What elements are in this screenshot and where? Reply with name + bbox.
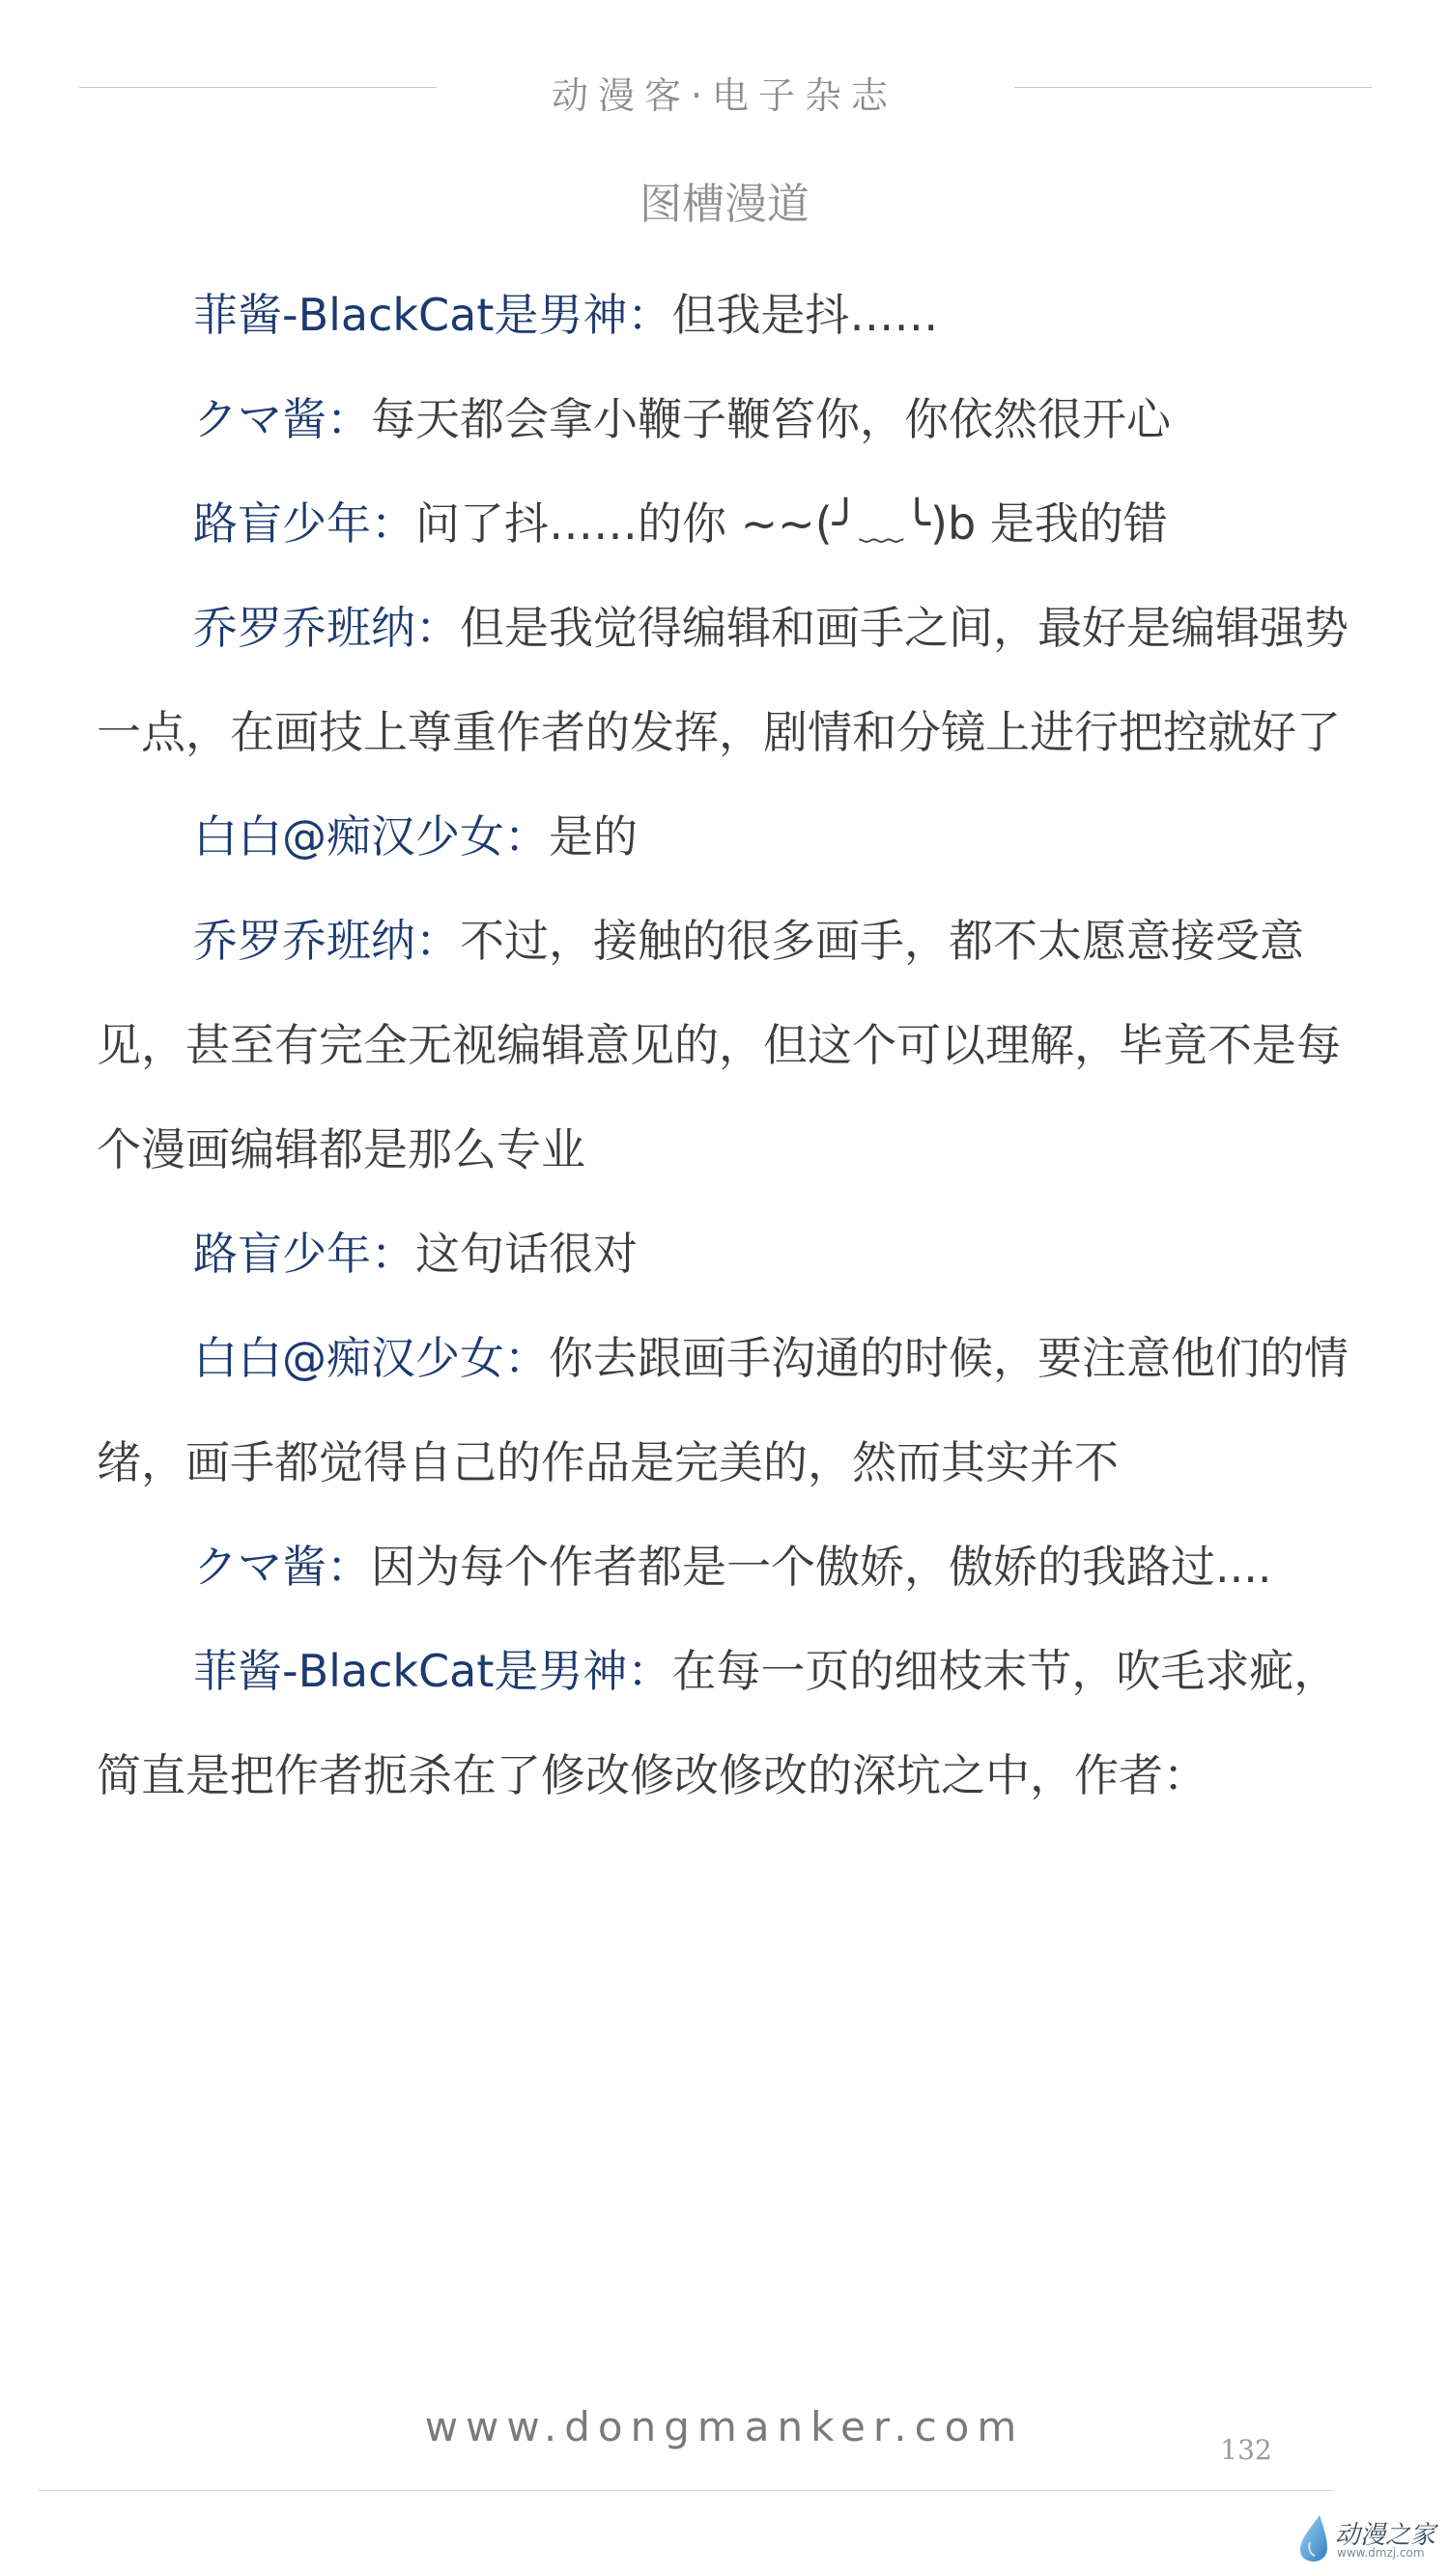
page-header [0,58,1449,116]
speaker-name: 路盲少年： [193,497,415,550]
dialogue-line [97,784,1372,889]
dialogue-text: 每天都会拿小鞭子鞭笞你，你依然很开心 [371,393,1171,445]
dialogue-text: 在每一页的细枝末节，吹毛求疵，简直是把作者扼杀在了修改修改修改的深坑之中，作者： [97,1645,1339,1801]
speaker-name: クマ酱： [193,393,371,445]
logo-text: 动漫之家 [1335,2521,1436,2550]
dialogue-text: 但我是抖…… [671,289,939,341]
speaker-name: 菲酱-BlackCat是男神： [193,289,672,341]
header-divider-right [1014,87,1372,88]
speaker-name: 白白@痴汉少女： [193,1332,549,1384]
dialogue-text: 问了抖……的你 ~~(╯﹏╰)b 是我的错 [415,497,1168,550]
droplet-logo-icon [1294,2513,1333,2563]
logo-url: www.dmzj.com [1337,2546,1425,2560]
speaker-name: 乔罗乔班纳： [193,915,460,967]
dialogue-text: 这句话很对 [415,1228,638,1280]
dialogue-content [97,263,1372,1827]
magazine-title: 动漫客·电子杂志 [551,74,898,117]
dialogue-text: 你去跟画手沟通的时候，要注意他们的情绪，画手都觉得自己的作品是完美的，然而其实并不 [97,1332,1349,1488]
dialogue-line [97,471,1372,576]
dialogue-line [97,1514,1372,1619]
speaker-name: 路盲少年： [193,1228,415,1280]
speaker-name: 白白@痴汉少女： [193,810,549,863]
speaker-name: 乔罗乔班纳： [193,602,460,654]
website-url: www.dongmanker.com [424,2403,1025,2450]
dialogue-line [97,1306,1372,1514]
speaker-name: 菲酱-BlackCat是男神： [193,1645,672,1697]
header-divider-left [79,87,437,88]
dialogue-text: 是的 [549,810,638,863]
dialogue-line [97,889,1372,1202]
speaker-name: クマ酱： [193,1541,371,1593]
dialogue-text: 但是我觉得编辑和画手之间，最好是编辑强势一点，在画技上尊重作者的发挥，剧情和分镜上进行把控就好了 [97,602,1349,758]
dialogue-text: 不过，接触的很多画手，都不太愿意接受意见，甚至有完全无视编辑意见的，但这个可以理解，毕竟不是每个漫画编辑都是那么专业 [97,915,1341,1175]
dialogue-text: 因为每个作者都是一个傲娇，傲娇的我路过.... [371,1541,1272,1593]
site-logo [1294,2509,1439,2567]
footer-divider [39,2490,1333,2491]
dialogue-line [97,367,1372,471]
dialogue-line [97,263,1372,367]
dialogue-line [97,1619,1372,1827]
page-number: 132 [1220,2434,1272,2466]
dialogue-line [97,576,1372,784]
section-title: 图槽漫道 [639,180,810,229]
dialogue-line [97,1202,1372,1306]
